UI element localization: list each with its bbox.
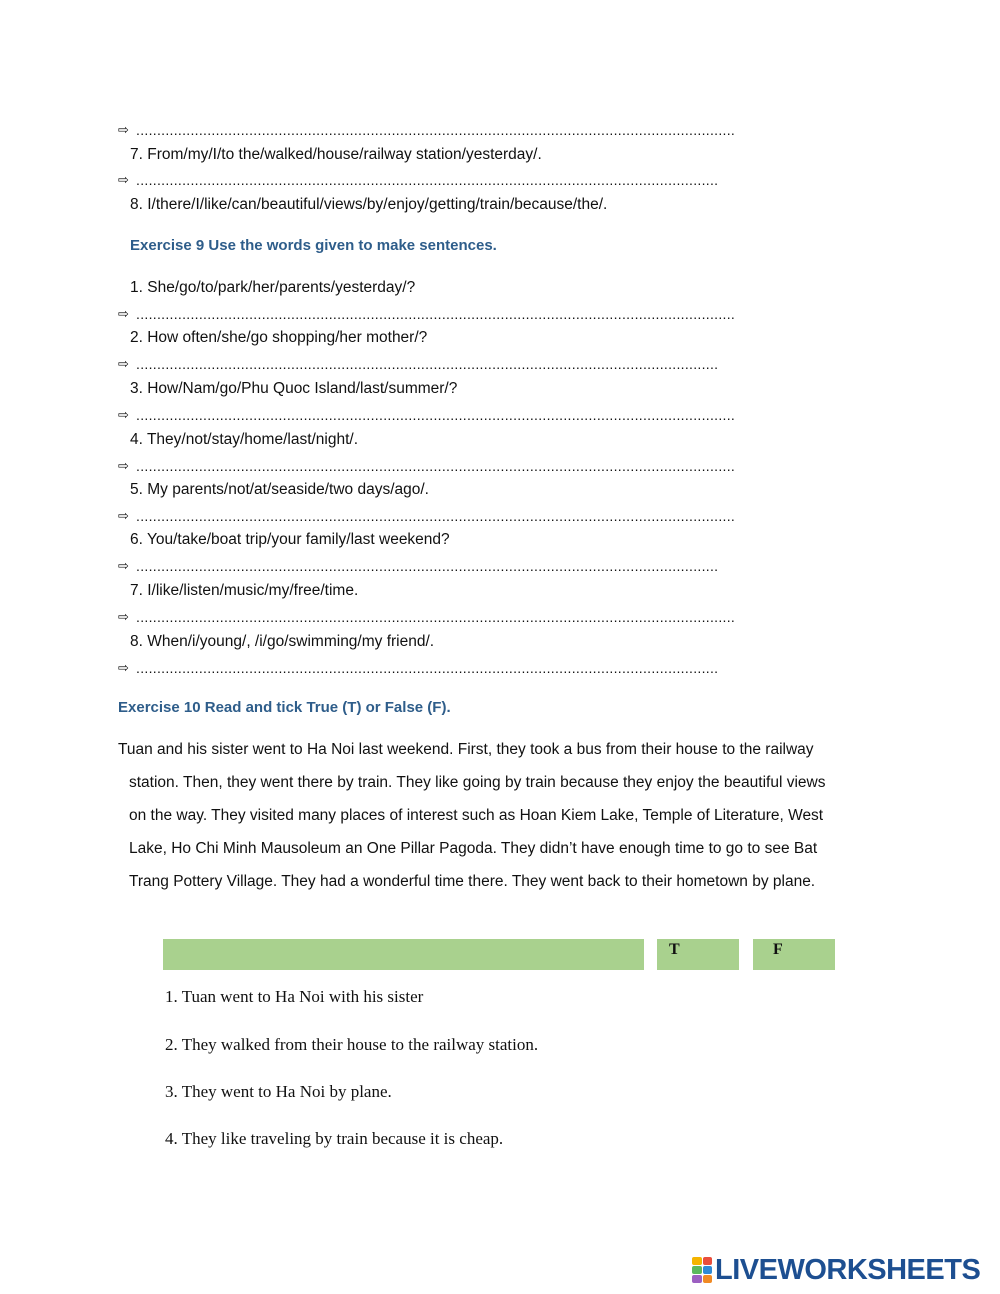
answer-line[interactable] xyxy=(118,170,718,189)
answer-line[interactable] xyxy=(118,506,735,525)
ex9-item: 3. How/Nam/go/Phu Quoc Island/last/summer/? xyxy=(130,380,458,397)
false-column-label: F xyxy=(773,941,783,958)
ex10-heading: Exercise 10 Read and tick True (T) or False (F). xyxy=(118,699,451,716)
arrow-icon: ⇨ xyxy=(118,609,129,624)
arrow-icon: ⇨ xyxy=(118,558,129,573)
liveworksheets-logo xyxy=(692,1254,980,1286)
answer-line[interactable] xyxy=(118,456,735,475)
ex9-item: 5. My parents/not/at/seaside/two days/ago/. xyxy=(130,481,429,498)
ex8-item-7: 7. From/my/I/to the/walked/house/railway station/yesterday/. xyxy=(130,146,542,163)
tf-statement: 4. They like traveling by train because it is cheap. xyxy=(165,1129,504,1148)
ex9-item: 4. They/not/stay/home/last/night/. xyxy=(130,431,359,448)
passage-line: Trang Pottery Village. They had a wonderful time there. They went back to their hometown by plane. xyxy=(129,873,816,890)
answer-dots: ............................................................................................................................................... xyxy=(136,122,736,138)
false-column-header xyxy=(753,939,835,970)
answer-line[interactable] xyxy=(118,120,735,139)
answer-line[interactable] xyxy=(118,354,718,373)
answer-line[interactable] xyxy=(118,405,735,424)
tf-statement: 1. Tuan went to Ha Noi with his sister xyxy=(165,987,424,1006)
passage-line: Lake, Ho Chi Minh Mausoleum an One Pillar Pagoda. They didn’t have enough time to go to see Bat xyxy=(129,840,818,857)
arrow-icon: ⇨ xyxy=(118,172,129,187)
statement-column-header xyxy=(163,939,644,970)
arrow-icon: ⇨ xyxy=(118,407,129,422)
ex9-item: 1. She/go/to/park/her/parents/yesterday/? xyxy=(130,279,416,296)
arrow-icon: ⇨ xyxy=(118,306,129,321)
arrow-icon: ⇨ xyxy=(118,508,129,523)
arrow-icon: ⇨ xyxy=(118,356,129,371)
answer-dots: ........................................................................................................................................... xyxy=(136,558,719,574)
answer-line[interactable] xyxy=(118,607,735,626)
answer-dots: ............................................................................................................................................... xyxy=(136,508,736,524)
answer-dots: ............................................................................................................................................... xyxy=(136,306,736,322)
answer-dots: ........................................................................................................................................... xyxy=(136,172,719,188)
true-column-label: T xyxy=(669,941,680,958)
arrow-icon: ⇨ xyxy=(118,122,129,137)
tf-statement: 2. They walked from their house to the railway station. xyxy=(165,1035,539,1054)
ex9-item: 8. When/i/young/, /i/go/swimming/my friend/. xyxy=(130,633,435,650)
ex9-heading: Exercise 9 Use the words given to make sentences. xyxy=(130,237,497,254)
answer-line[interactable] xyxy=(118,556,718,575)
passage-line: on the way. They visited many places of interest such as Hoan Kiem Lake, Temple of Literature, West xyxy=(129,807,824,824)
answer-dots: ............................................................................................................................................... xyxy=(136,458,736,474)
reading-passage xyxy=(118,733,898,898)
answer-dots: ........................................................................................................................................... xyxy=(136,660,719,676)
ex9-item: 7. I/like/listen/music/my/free/time. xyxy=(130,582,359,599)
answer-line[interactable] xyxy=(118,304,735,323)
arrow-icon: ⇨ xyxy=(118,458,129,473)
answer-dots: ........................................................................................................................................... xyxy=(136,356,719,372)
answer-line[interactable] xyxy=(118,658,718,677)
logo-blocks-icon xyxy=(692,1257,712,1283)
passage-line: station. Then, they went there by train. They like going by train because they enjoy the beautiful views xyxy=(129,774,826,791)
answer-dots: ............................................................................................................................................... xyxy=(136,407,736,423)
logo-text: LIVEWORKSHEETS xyxy=(715,1253,981,1286)
tf-statement: 3. They went to Ha Noi by plane. xyxy=(165,1082,392,1101)
ex9-item: 2. How often/she/go shopping/her mother/? xyxy=(130,329,428,346)
passage-line: Tuan and his sister went to Ha Noi last weekend. First, they took a bus from their house to the railway xyxy=(118,741,814,758)
answer-dots: ............................................................................................................................................... xyxy=(136,609,736,625)
ex9-item: 6. You/take/boat trip/your family/last weekend? xyxy=(130,531,450,548)
arrow-icon: ⇨ xyxy=(118,660,129,675)
ex8-item-8: 8. I/there/I/like/can/beautiful/views/by/enjoy/getting/train/because/the/. xyxy=(130,196,608,213)
